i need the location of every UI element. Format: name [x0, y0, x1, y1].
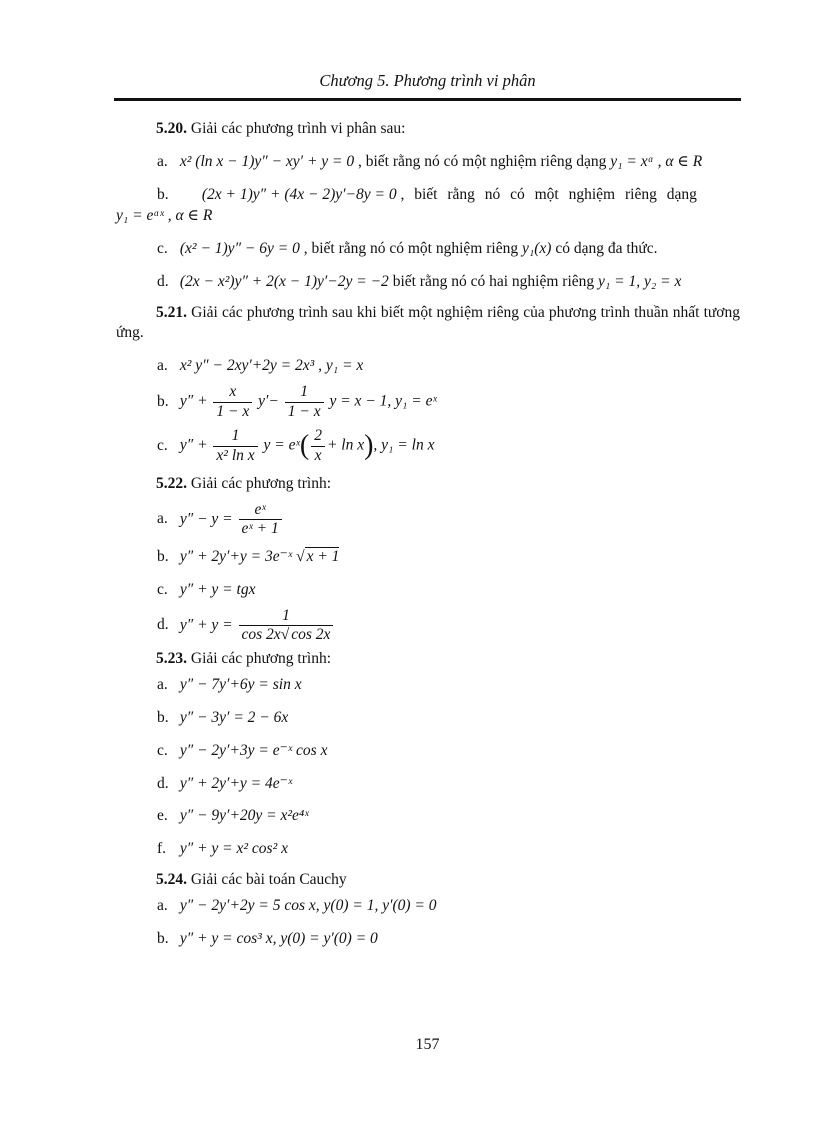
equation: (2x + 1)y″ + (4x − 2)y′−8y = 0: [201, 185, 397, 203]
exercise-5-22-a: a. y″ − y = $\frac{\text{eˣ}}{\text{eˣ + 1}}$: [157, 501, 740, 539]
exercise-5-23-c: c. y″ − 2y′+3y = e⁻ˣ cos x: [157, 741, 328, 759]
exercise-5-23-d: d. y″ + 2y′+y = 4e⁻ˣ: [157, 774, 293, 792]
exercise-5-23-b: b. y″ − 3y′ = 2 − 6x: [157, 708, 289, 726]
equation: (2x − x²)y″ + 2(x − 1)y′−2y = −2: [179, 272, 389, 290]
section-heading: 5.21.: [156, 303, 187, 321]
fraction: $\frac{2}{x}$: [311, 427, 325, 465]
fraction: $\frac{\text{eˣ}}{\text{eˣ + 1}}$: [239, 501, 282, 539]
exercise-5-22-d: d. y″ + y = $\frac{1}{\cos 2x√ \cos 2x}$: [157, 607, 740, 645]
equation: y″ + y = x² cos² x: [179, 840, 288, 858]
exercise-5-20-b: b. (2x + 1)y″ + (4x − 2)y′−8y = 0 , biết rằng nó có một nghiệm riêng dạng y₁ = eᵅˣ , α ∈ R: [116, 185, 697, 224]
solution-form: y₁ = 1, y₂ = x: [598, 272, 682, 290]
section-5-21: [116, 303, 740, 345]
equation: y″ − 3y′ = 2 − 6x: [179, 708, 289, 726]
equation: y″ − 7y′+6y = sin x: [179, 675, 302, 693]
exercise-5-23-f: f. y″ + y = x² cos² x: [157, 840, 288, 858]
section-intro: Giải các phương trình vi phân sau:: [190, 120, 406, 137]
section-5-22: [156, 474, 740, 495]
equation: x² (ln x − 1)y″ − xy′ + y = 0: [179, 152, 355, 170]
section-intro: Giải các phương trình:: [190, 474, 332, 492]
equation: (x² − 1)y″ − 6y = 0: [179, 239, 300, 257]
fraction: $\frac{1}{\text{x² ln x}}$: [213, 427, 257, 465]
section-5-20: [156, 119, 740, 140]
exercise-5-20-a: a. x² (ln x − 1)y″ − xy′ + y = 0 , biết rằng nó có một nghiệm riêng dạng y₁ = xᵅ , α ∈ R: [157, 152, 703, 170]
fraction: $\frac{x}{1 - x}$: [213, 383, 252, 421]
section-heading: 5.20.: [156, 120, 187, 137]
solution-form: y₁ = eᵅˣ , α ∈ R: [116, 206, 213, 224]
equation: y″ − 2y′+2y = 5 cos x, y(0) = 1, y′(0) = 0: [179, 897, 437, 915]
fraction: $\frac{1}{\cos 2x√ \cos 2x}$: [239, 607, 334, 645]
equation: x² y″ − 2xy′+2y = 2x³ , y₁ = x: [179, 357, 364, 375]
equation: y″ − 2y′+3y = e⁻ˣ cos x: [179, 741, 328, 759]
exercise-5-23-a: a. y″ − 7y′+6y = sin x: [157, 675, 302, 693]
equation: y″ + y = tgx: [179, 580, 256, 598]
page-number: 157: [415, 1036, 440, 1053]
section-intro: Giải các phương trình:: [190, 649, 332, 667]
exercise-5-20-c: c. (x² − 1)y″ − 6y = 0 , biết rằng nó có một nghiệm riêng y₁(x) có dạng đa thức.: [157, 239, 658, 257]
section-heading: 5.22.: [156, 474, 187, 492]
exercise-5-20-d: d. (2x − x²)y″ + 2(x − 1)y′−2y = −2 biết rằng nó có hai nghiệm riêng y₁ = 1, y₂ = x: [157, 272, 682, 290]
exercise-5-21-b: b. y″ + $\frac{x}{1 - x}$ y′− $\frac{1}{1 - x}$ y = x − 1, y₁ = eˣ: [157, 383, 437, 420]
solution-form: y₁ = xᵅ , α ∈ R: [610, 152, 703, 170]
exercise-5-24-a: a. y″ − 2y′+2y = 5 cos x, y(0) = 1, y′(0) = 0: [157, 897, 437, 915]
section-heading: 5.23.: [156, 649, 187, 667]
exercise-5-21-a: a. x² y″ − 2xy′+2y = 2x³ , y₁ = x: [157, 357, 364, 375]
exercise-5-21-c: c. y″ + $\frac{1}{\text{x² ln x}}$ y = eˣ( $\frac{2}{x}$ + ln x), y₁ = ln x: [157, 427, 435, 465]
chapter-header: Chương 5. Phương trình vi phân: [319, 71, 536, 90]
section-intro: Giải các phương trình sau khi biết một nghiệm riêng của phương trình thuần nhất tương ứng.: [116, 303, 740, 342]
equation: y″ − 9y′+20y = x²e⁴ˣ: [179, 807, 309, 825]
exercise-5-23-e: e. y″ − 9y′+20y = x²e⁴ˣ: [157, 807, 309, 825]
section-5-24: [156, 870, 740, 891]
header-rule: [114, 98, 741, 101]
page-content: [116, 113, 740, 950]
exercise-5-24-b: b. y″ + y = cos³ x, y(0) = y′(0) = 0: [157, 930, 378, 948]
exercise-5-22-c: c. y″ + y = tgx: [157, 580, 256, 598]
equation: y″ + y = cos³ x, y(0) = y′(0) = 0: [179, 930, 378, 948]
section-heading: 5.24.: [156, 871, 187, 889]
fraction: $\frac{1}{1 - x}$: [285, 383, 324, 421]
exercise-5-22-b: b. y″ + 2y′+y = 3e⁻ˣ √ x + 1: [157, 547, 340, 565]
section-intro: Giải các bài toán Cauchy: [190, 871, 347, 889]
section-5-23: [156, 649, 740, 670]
equation: y″ + 2y′+y = 4e⁻ˣ: [179, 774, 293, 792]
